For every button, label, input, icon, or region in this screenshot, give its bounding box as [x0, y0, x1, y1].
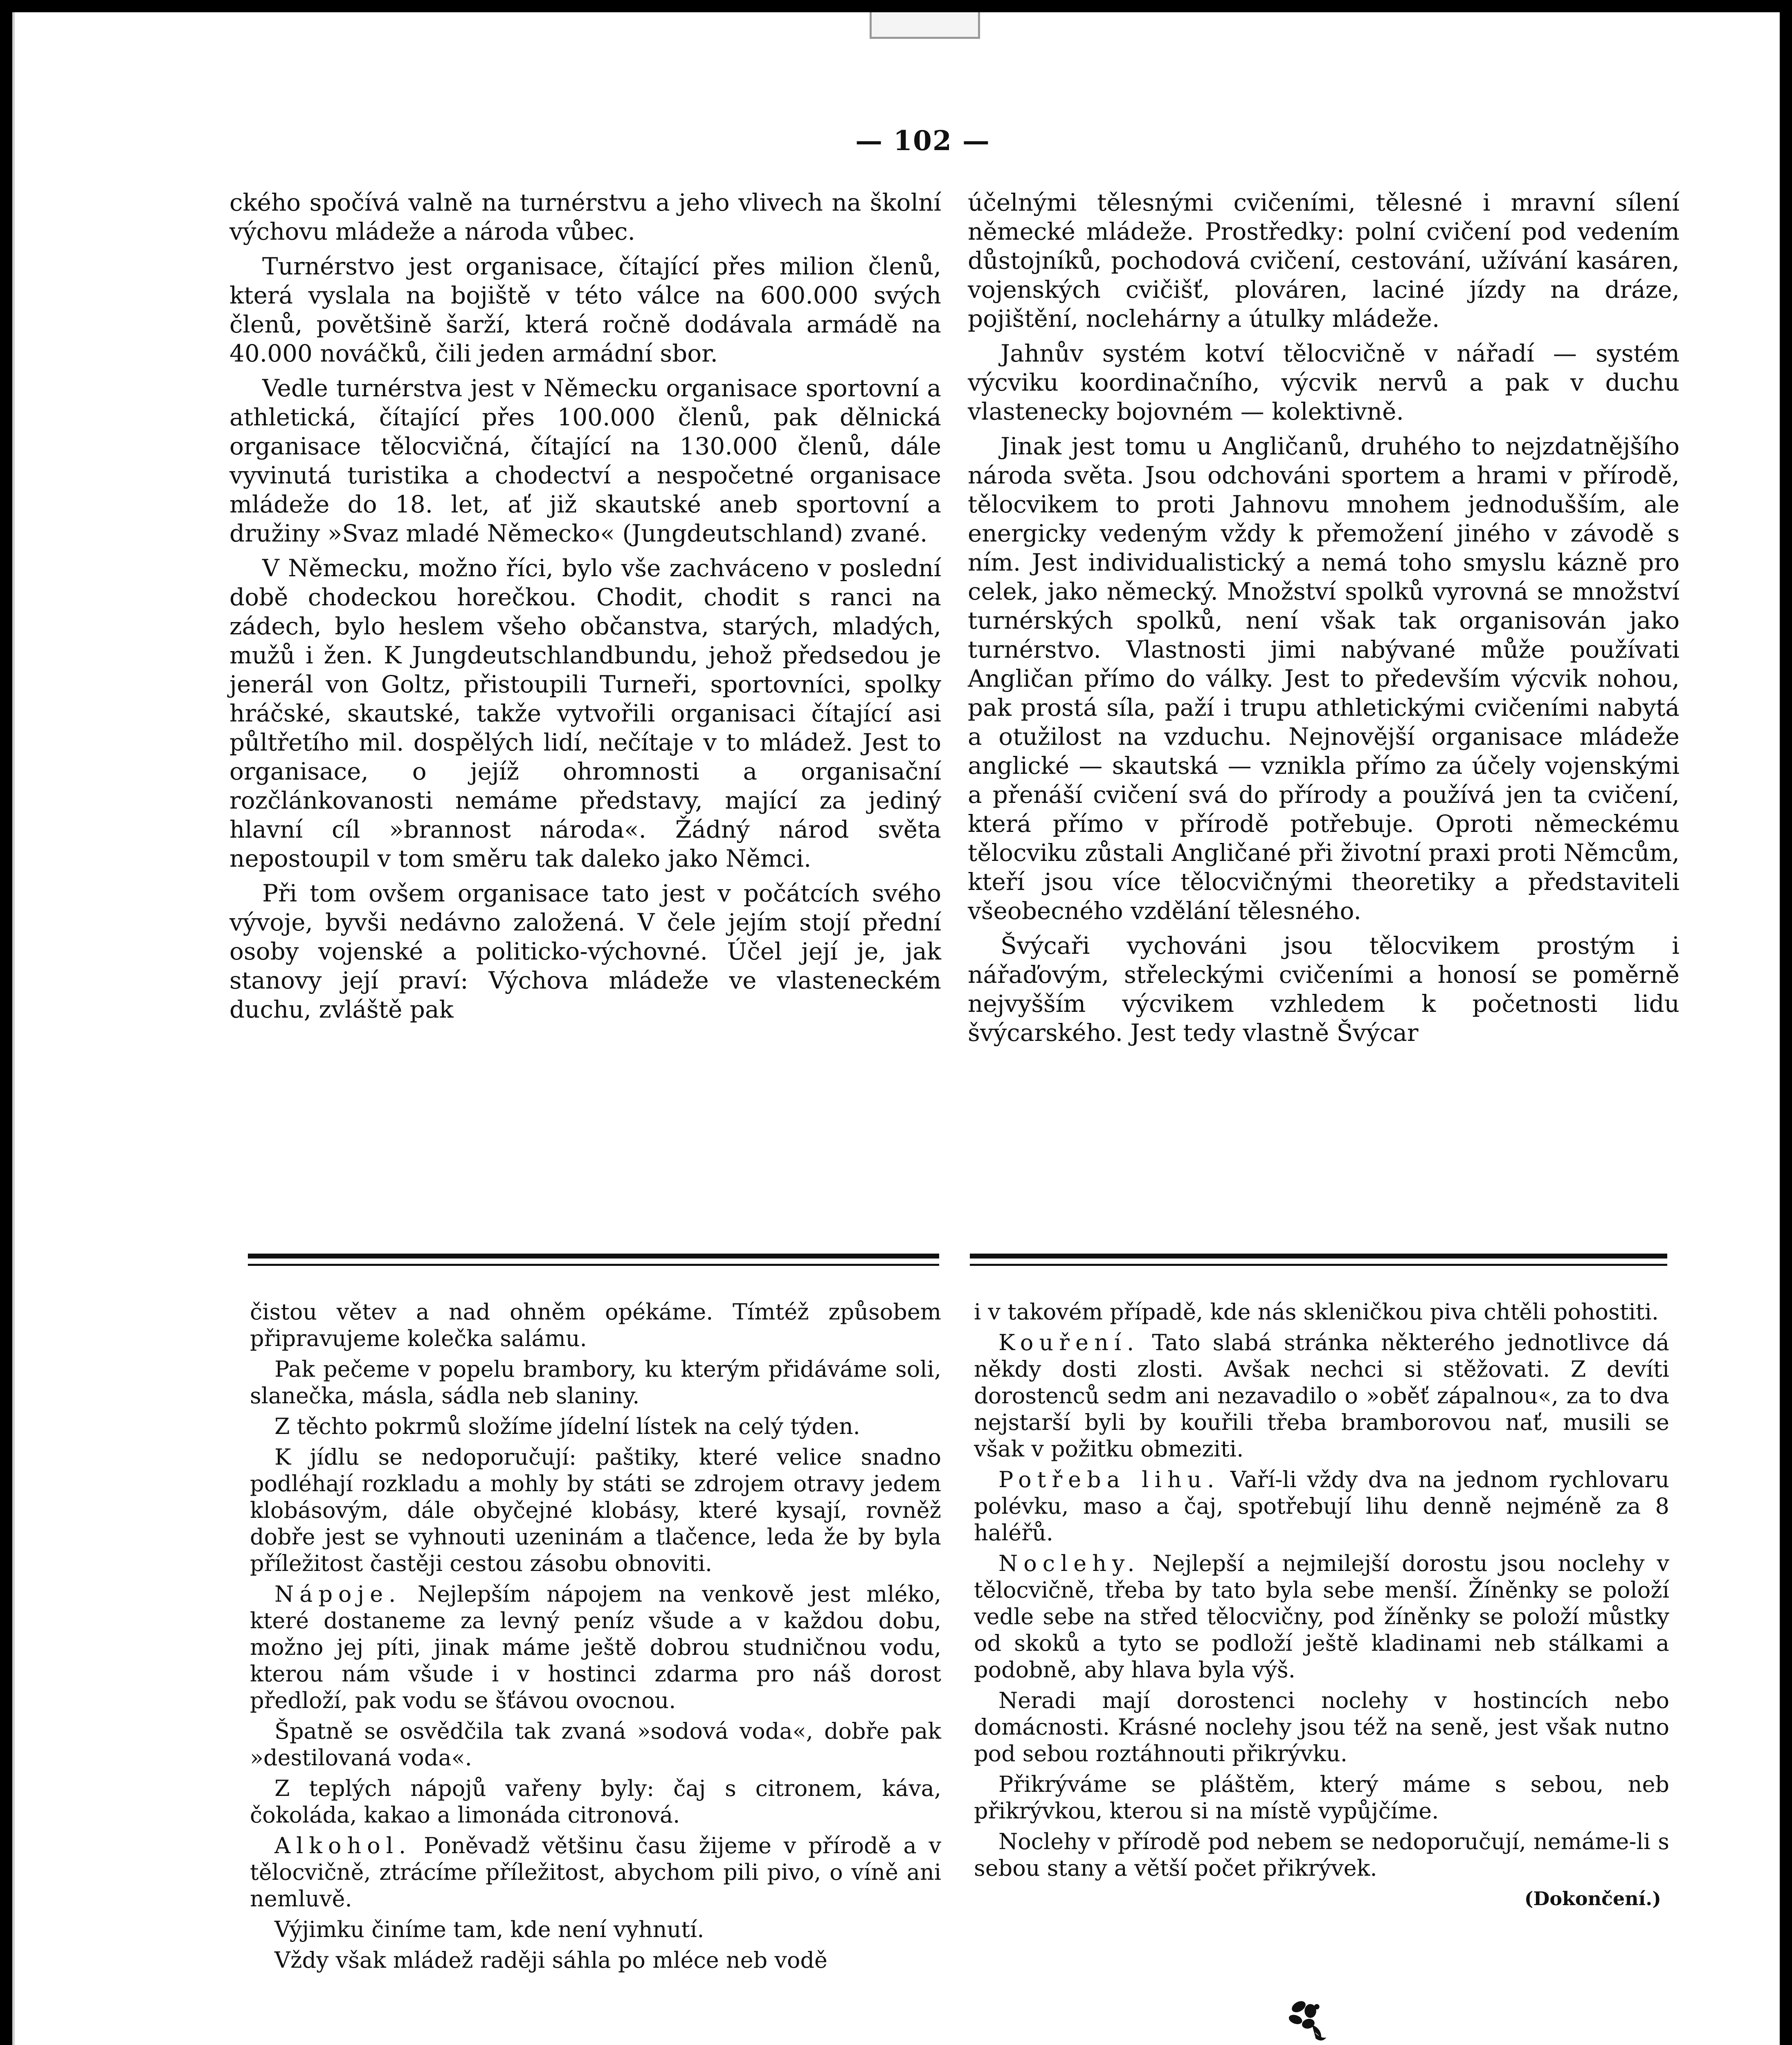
paragraph: Nápoje. Nejlepším nápojem na venkově jest mléko, které dostaneme za levný peníz všude a v každou dobu, možno jej píti, jinak máme ještě dobrou studničnou vodu, kterou nám všude i v hostinci zdarma pro náš dorost předloží, pak vodu se šťávou ovocnou.	[250, 1581, 941, 1713]
paragraph: Noclehy v přírodě pod nebem se nedoporučují, nemáme-li s sebou stany a větší počet přikrývek.	[974, 1829, 1669, 1881]
top-left-column	[229, 188, 941, 1030]
page-sheet	[12, 12, 1780, 2045]
paragraph: Kouření. Tato slabá stránka některého jednotlivce dá někdy dosti zlosti. Avšak nechci si stěžovati. Z devíti dorostenců sedm ani nezavadilo o »oběť zápalnou«, za to dva nejstarší byli by kouřili třeba bramborovou nať, musili se však v požitku obmeziti.	[974, 1330, 1669, 1462]
paragraph: Špatně se osvědčila tak zvaná »sodová voda«, dobře pak »destilovaná voda«.	[250, 1718, 941, 1771]
binding-tab	[870, 12, 980, 39]
paragraph: Vedle turnérstva jest v Německu organisace sportovní a athletická, čítající přes 100.000 členů, pak dělnická organisace tělocvičná, čítající na 130.000 členů, dále vyvinutá turistika a chodectví a nespočetné organisace mládeže do 18. let, ať již skautské aneb sportovní a družiny »Svaz mladé Německo« (Jungdeutschland) zvané.	[229, 374, 941, 547]
paragraph: ckého spočívá valně na turnérstvu a jeho vlivech na školní výchovu mládeže a národa vůbec.	[229, 189, 941, 245]
floral-fleuron-icon	[1283, 1992, 1336, 2045]
paragraph-lead: Noclehy.	[998, 1551, 1140, 1576]
paragraph: Turnérstvo jest organisace, čítající přes milion členů, která vyslala na bojiště v této válce na 600.000 svých členů, povětšině šarží, která ročně dodávala armádě na 40.000 nováčků, čili jeden armádní sbor.	[229, 252, 941, 367]
paragraph: Švýcaři vychováni jsou tělocvikem prostým i nářaďovým, střeleckými cvičeními a honosí se poměrně nejvyšším výcvikem vzhledem k početnosti lidu švýcarského. Jest tedy vlastně Švýcar	[968, 932, 1680, 1047]
paragraph: Potřeba lihu. Vaří-li vždy dva na jednom rychlovaru polévku, maso a čaj, spotřebují lihu denně nejméně za 8 haléřů.	[974, 1467, 1669, 1546]
paragraph: čistou větev a nad ohněm opékáme. Tímtéž způsobem připravujeme kolečka salámu.	[250, 1299, 941, 1351]
continuation-note: (Dokončení.)	[1524, 1888, 1661, 1910]
paragraph: Přikrýváme se pláštěm, který máme s sebou, neb přikrývkou, kterou si na místě vypůjčíme.	[974, 1771, 1669, 1824]
paragraph: V Německu, možno říci, bylo vše zachváceno v poslední době chodeckou horečkou. Chodit, chodit s ranci na zádech, bylo heslem všeho občanstva, starých, mladých, mužů i žen. K Jungdeutschlandbundu, jehož předsedou je jenerál von Goltz, přistoupili Turneři, sportovníci, spolky hráčské, skautské, takže vytvořili organisaci čítající asi půltřetího mil. dospělých lidí, nečítaje v to mládež. Jest to organisace, o jejíž ohromnosti a organisační rozčlánkovanosti nemáme představy, mající za jediný hlavní cíl »brannost národa«. Žádný národ světa nepostoupil v tom směru tak daleko jako Němci.	[229, 554, 941, 872]
paragraph: účelnými tělesnými cvičeními, tělesné i mravní sílení německé mládeže. Prostředky: polní cvičení pod vedením důstojníků, pochodová cvičení, cestování, užívání kasáren, vojenských cvičišť, plováren, laciné jízdy na dráze, pojištění, noclehárny a útulky mládeže.	[968, 189, 1680, 333]
paragraph: Jinak jest tomu u Angličanů, druhého to nejzdatnějšího národa světa. Jsou odchováni sportem a hrami v přírodě, tělocvikem to proti Jahnovu mnohem jednodušším, ale energicky vedeným vždy k přemožení jiného v závodě s ním. Jest individualistický a nemá toho smyslu kázně pro celek, jako německý. Množství spolků vyrovná se množství turnérských spolků, není však tak organisován jako turnérstvo. Vlastnosti jimi nabývané může používati Angličan přímo do války. Jest to především výcvik nohou, pak prostá síla, paží i trupu athletickými cvičeními nabytá a otužilost na vzduchu. Nejnovější organisace mládeže anglické — skautská — vznikla přímo za účely vojenskými a přenáší cvičení svá do přírody a používá jen ta cvičení, která přímo v přírodě potřebuje. Oproti německému tělocviku zůstali Angličané při životní praxi proti Němcům, kteří jsou více tělocvičnými theoretiky a představiteli všeobecného vzdělání tělesného.	[968, 432, 1680, 925]
paragraph: i v takovém případě, kde nás skleničkou piva chtěli pohostiti.	[974, 1299, 1659, 1325]
bottom-right-column	[974, 1299, 1669, 1916]
paragraph-lead: Potřeba lihu.	[998, 1467, 1220, 1492]
paragraph: Vždy však mládež raději sáhla po mléce neb vodě	[274, 1947, 827, 1973]
paragraph-lead: Kouření.	[998, 1330, 1140, 1355]
paragraph: Výjimku činíme tam, kde není vyhnutí.	[274, 1917, 704, 1942]
paragraph-lead: Nápoje.	[274, 1581, 402, 1607]
section-divider-thin	[248, 1264, 939, 1266]
section-divider-thin	[970, 1264, 1667, 1266]
paragraph: Z teplých nápojů vařeny byly: čaj s citronem, káva, čokoláda, kakao a limonáda citronová.	[250, 1775, 941, 1828]
section-divider-thick	[248, 1254, 939, 1258]
paragraph: Alkohol. Poněvadž většinu času žijeme v přírodě a v tělocvičně, ztrácíme příležitost, abychom pili pivo, o víně ani nemluvě.	[250, 1833, 941, 1912]
paragraph-lead: Alkohol.	[274, 1833, 412, 1858]
page-number: — 102 —	[855, 125, 990, 157]
paragraph: K jídlu se nedoporučují: paštiky, které velice snadno podléhají rozkladu a mohly by státi se zdrojem otravy jedem klobásovým, dále obyčejné klobásy, které kysají, rovněž dobře jest se vyhnouti uzeninám a tlačence, leda že by byla příležitost častěji cestou zásobu obnoviti.	[250, 1444, 941, 1576]
paragraph: Jahnův systém kotví tělocvičně v nářadí — systém výcviku koordinačního, výcvik nervů a pak v duchu vlastenecky bojovném — kolektivně.	[968, 339, 1680, 425]
paragraph: Z těchto pokrmů složíme jídelní lístek na celý týden.	[274, 1414, 860, 1439]
paragraph: Noclehy. Nejlepší a nejmilejší dorostu jsou noclehy v tělocvičně, třeba by tato byla sebe menší. Žíněnky se položí vedle sebe na střed tělocvičny, pod žíněnky se položí můstky od skoků a tyto se podloží ještě kladinami neb stálkami a podobně, aby hlava byla výš.	[974, 1551, 1669, 1683]
paragraph: Pak pečeme v popelu brambory, ku kterým přidáváme soli, slanečka, másla, sádla neb slaniny.	[250, 1356, 941, 1409]
bottom-left-column	[250, 1299, 941, 1978]
section-divider-thick	[970, 1254, 1667, 1258]
top-right-column	[968, 188, 1680, 1053]
paragraph: Při tom ovšem organisace tato jest v počátcích svého vývoje, byvši nedávno založená. V čele jejím stojí přední osoby vojenské a politicko-výchovné. Účel její je, jak stanovy její praví: Výchova mládeže ve vlasteneckém duchu, zvláště pak	[229, 879, 941, 1023]
paragraph: Neradi mají dorostenci noclehy v hostincích nebo domácnosti. Krásné noclehy jsou též na seně, jest však nutno pod sebou roztáhnouti přikrývku.	[974, 1688, 1669, 1766]
